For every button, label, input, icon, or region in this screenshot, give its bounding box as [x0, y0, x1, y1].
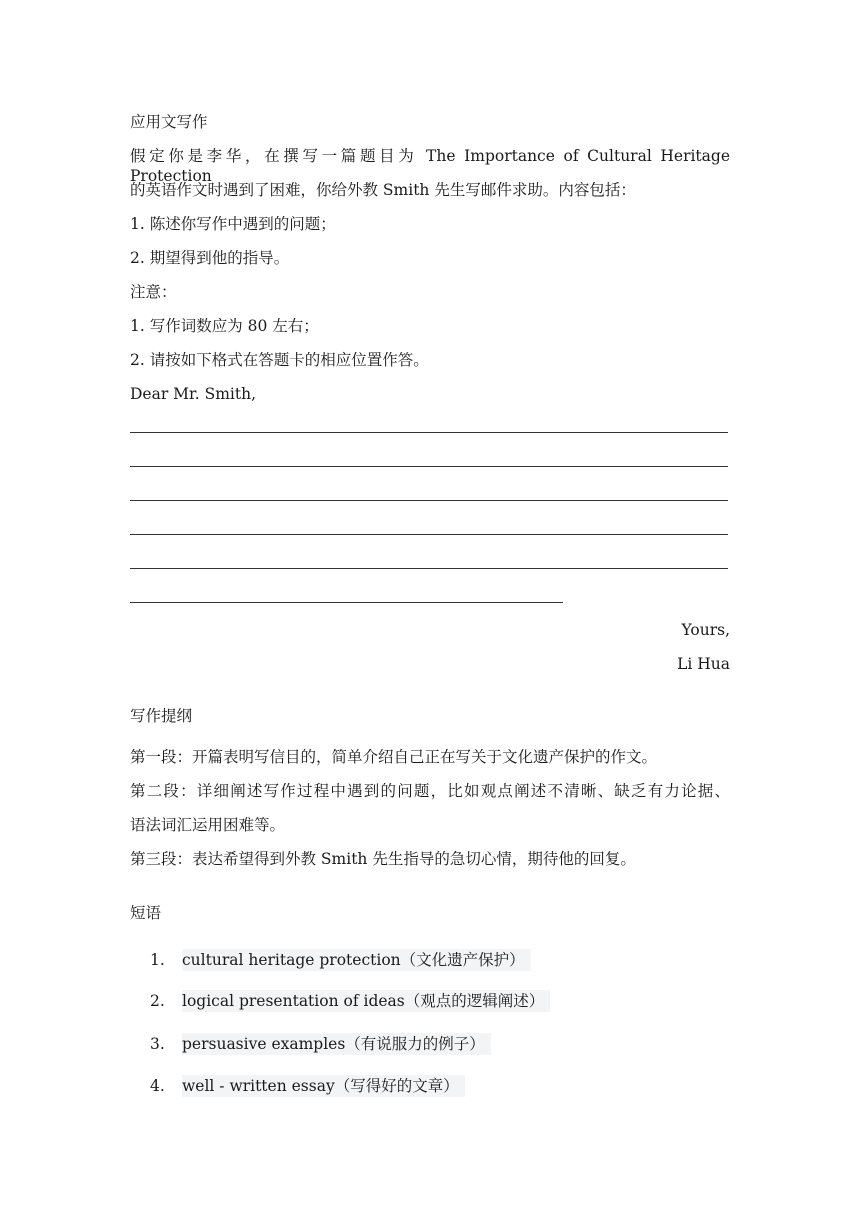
phrase-number: 2.: [150, 992, 165, 1010]
answer-blank-line: [130, 534, 728, 535]
phrase-number: 3.: [150, 1035, 165, 1053]
outline-paragraph-3: 第三段：表达希望得到外教 Smith 先生指导的急切心情，期待他的回复。: [130, 850, 636, 868]
content-point: 1. 陈述你写作中遇到的问题；: [130, 215, 336, 233]
answer-blank-line: [130, 602, 563, 603]
answer-blank-line: [130, 466, 728, 467]
outline-paragraph-2-line-1: 第二段：详细阐述写作过程中遇到的问题，比如观点阐述不清晰、缺乏有力论据、: [130, 782, 730, 800]
phrases-heading: 短语: [130, 904, 162, 922]
phrase-item: [150, 1075, 465, 1097]
content-point: 2. 期望得到他的指导。: [130, 249, 290, 267]
phrase-item: [150, 949, 531, 971]
note-item: 2. 请按如下格式在答题卡的相应位置作答。: [130, 351, 429, 369]
note-item: 1. 写作词数应为 80 左右；: [130, 317, 319, 335]
closing: Yours,: [681, 621, 730, 639]
notes-label: 注意：: [130, 283, 177, 301]
answer-blank-line: [130, 568, 728, 569]
salutation: Dear Mr. Smith,: [130, 385, 257, 403]
phrase-item: [150, 990, 550, 1012]
phrase-number: 1.: [150, 951, 165, 969]
task-heading: 应用文写作: [130, 113, 208, 131]
outline-paragraph-1: 第一段：开篇表明写信目的，简单介绍自己正在写关于文化遗产保护的作文。: [130, 748, 658, 766]
answer-blank-line: [130, 432, 728, 433]
task-prompt-line-2: 的英语作文时遇到了困难，你给外教 Smith 先生写邮件求助。内容包括：: [130, 181, 636, 199]
phrase-text: persuasive examples（有说服力的例子）: [182, 1033, 491, 1055]
phrase-text: cultural heritage protection（文化遗产保护）: [182, 949, 531, 971]
task-prompt-line-1: 假定你是李华，在撰写一篇题目为 The Importance of Cultural Heritage Protection: [130, 147, 730, 185]
answer-blank-line: [130, 500, 728, 501]
signature: Li Hua: [677, 655, 730, 673]
phrase-number: 4.: [150, 1077, 165, 1095]
outline-heading: 写作提纲: [130, 707, 193, 725]
phrase-item: [150, 1033, 491, 1055]
phrase-text: logical presentation of ideas（观点的逻辑阐述）: [182, 990, 550, 1012]
phrase-text: well - written essay（写得好的文章）: [182, 1075, 465, 1097]
outline-paragraph-2-line-2: 语法词汇运用困难等。: [130, 816, 286, 834]
